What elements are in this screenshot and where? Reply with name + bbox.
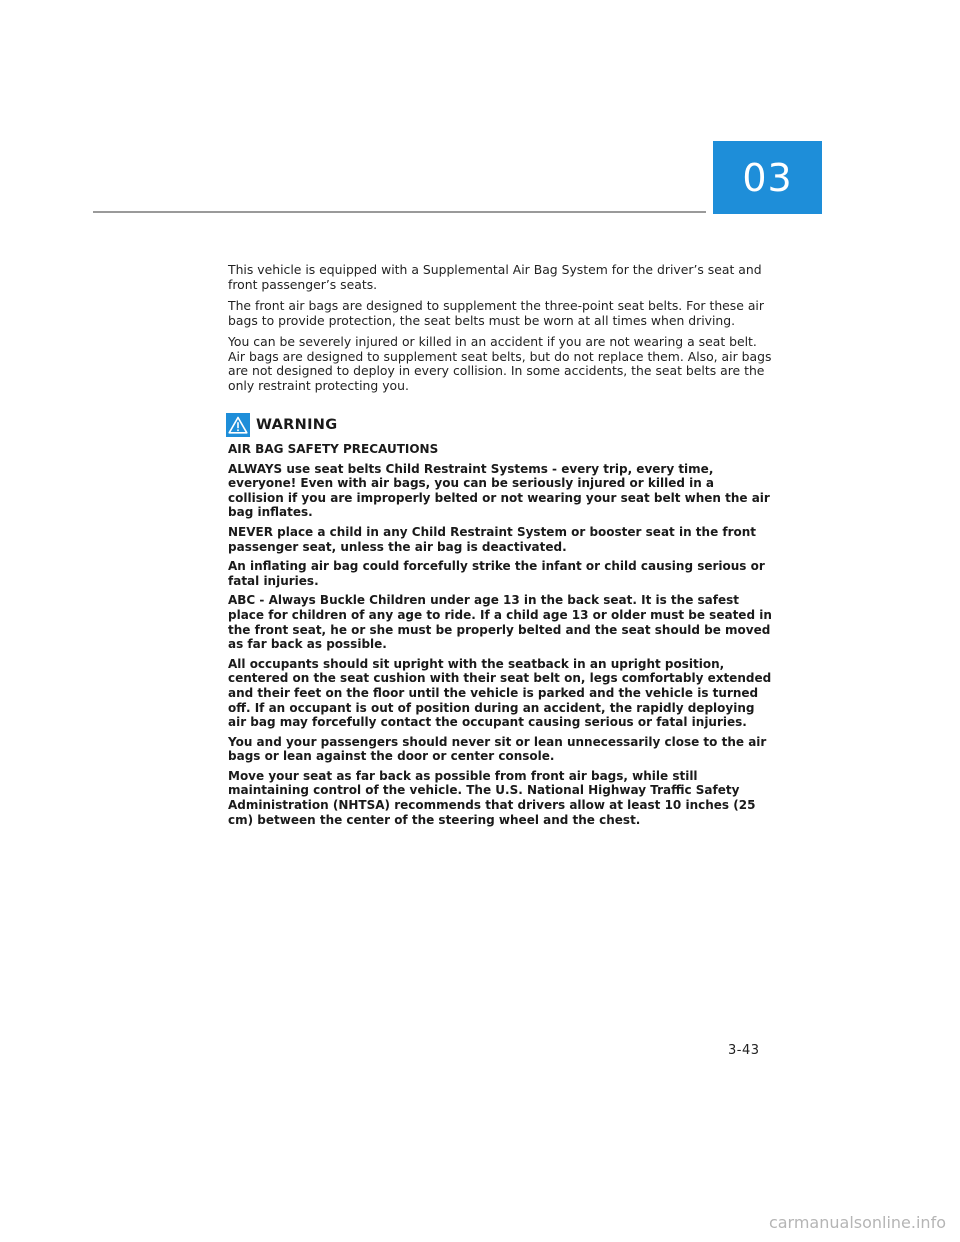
warning-paragraph: Move your seat as far back as possible from front air bags, while still maintaining control of the vehicle. The U.S. National Highway Traffic Safety Administration (NHTSA) recommends that drivers allow at least 10 inches (25 cm) between the center of the steering wheel and the chest. [228, 768, 756, 827]
warning-heading [228, 413, 773, 437]
header-divider [93, 211, 706, 213]
warning-paragraph: ABC - Always Buckle Children under age 13 in the back seat. It is the safest place for children of any age to ride. If a child age 13 or older must be seated in the front seat, he or she must be properly belted and the seat should be moved as far back as possible. [228, 593, 772, 652]
watermark: carmanualsonline.info [768, 1213, 946, 1232]
intro-paragraph: The front air bags are designed to supplement the three-point seat belts. For these air bags to provide protection, the seat belts must be worn at all times when driving. [228, 298, 764, 328]
warning-title: AIR BAG SAFETY PRECAUTIONS [228, 442, 439, 456]
intro-paragraph: This vehicle is equipped with a Supplemental Air Bag System for the driver’s seat and front passenger’s seats. [228, 262, 762, 292]
warning-block [228, 413, 773, 827]
warning-paragraph: NEVER place a child in any Child Restraint System or booster seat in the front passenger seat, unless the air bag is deactivated. [228, 524, 757, 554]
warning-triangle-icon [226, 413, 250, 437]
warning-label: WARNING [256, 417, 338, 433]
chapter-number: 03 [742, 155, 793, 200]
warning-paragraph: ALWAYS use seat belts Child Restraint Systems - every trip, every time, everyone! Even with air bags, you can be seriously injured or killed in a collision if you are improperly belted or not wearing your seat belt when the air bag inflates. [228, 461, 770, 520]
page-number: 3-43 [728, 1043, 760, 1058]
page-content [228, 263, 773, 832]
chapter-tab [713, 141, 822, 214]
warning-paragraph: You and your passengers should never sit or lean unnecessarily close to the air bags or lean against the door or center console. [228, 734, 767, 764]
warning-paragraph: An inflating air bag could forcefully strike the infant or child causing serious or fatal injuries. [228, 559, 765, 588]
intro-paragraph: You can be severely injured or killed in an accident if you are not wearing a seat belt. Air bags are designed to supplement seat belts, but do not replace them. Also, air bags are not designed to deploy in every collision. In some accidents, the seat belts are the only restraint protecting you. [228, 334, 772, 393]
warning-paragraph: All occupants should sit upright with the seatback in an upright position, centered on the seat cushion with their seat belt on, legs comfortably extended and their feet on the floor until the vehicle is parked and the vehicle is turned off. If an occupant is out of position during an accident, the rapidly deploying air bag may forcefully contact the occupant causing serious or fatal injuries. [228, 656, 772, 730]
